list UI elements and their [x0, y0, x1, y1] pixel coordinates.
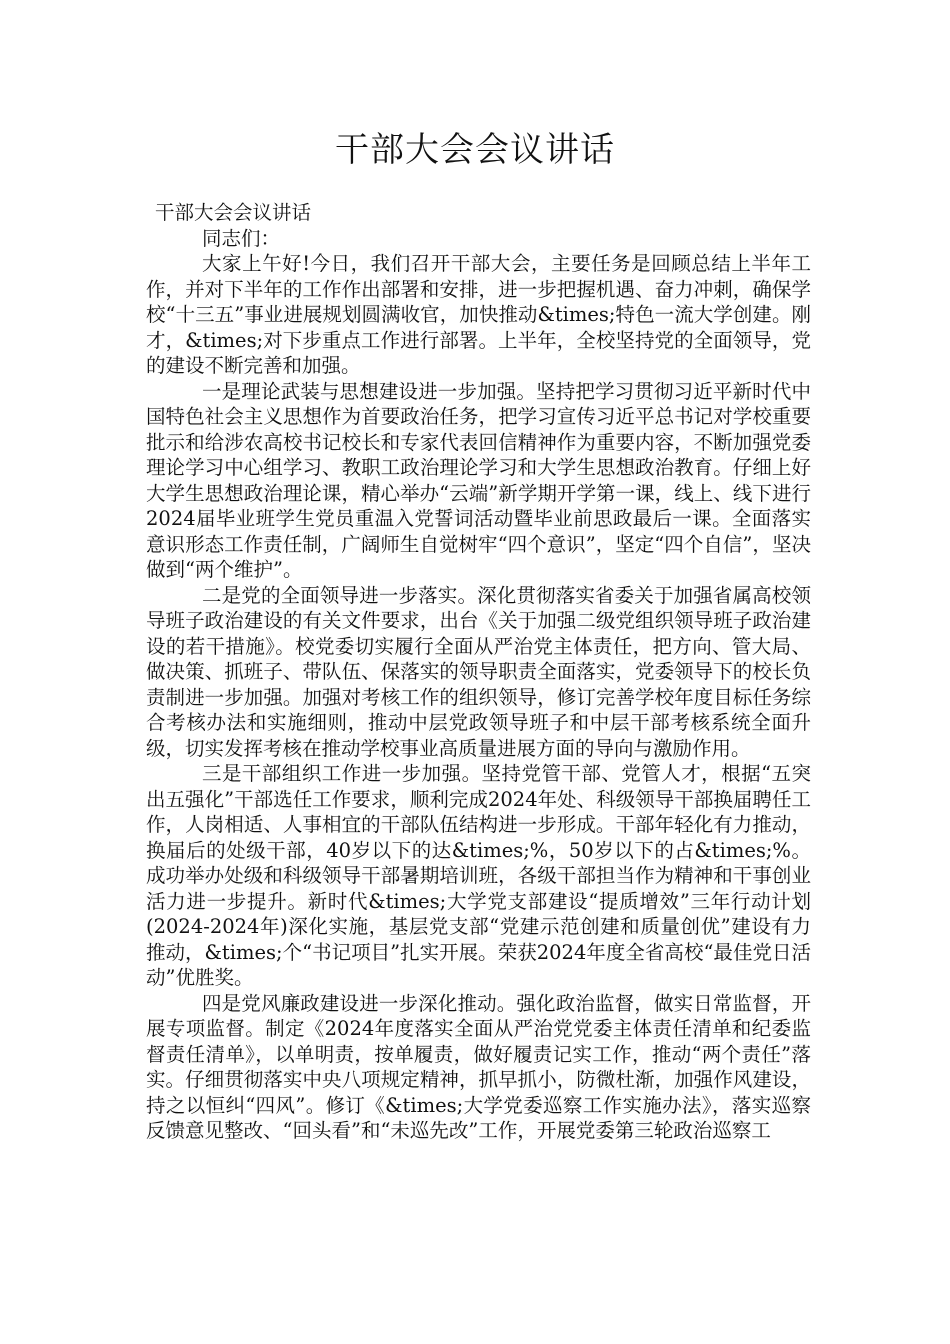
- paragraph-intro: 大家上午好!今日，我们召开干部大会，主要任务是回顾总结上半年工作，并对下半年的工作作出部署和安排，进一步把握机遇、奋力冲刺，确保学校“十三五”事业进展规划圆满收官，加快推动&times;特色一流大学创建。刚才，&times;对下步重点工作进行部署。上半年，全校坚持党的全面领导，党的建设不断完善和加强。: [146, 252, 811, 377]
- paragraph-integrity: 四是党风廉政建设进一步深化推动。强化政治监督，做实日常监督，开展专项监督。制定《2024年度落实全面从严治党党委主体责任清单和纪委监督责任清单》，以单明责，按单履责，做好履责记实工作，推动“两个责任”落实。仔细贯彻落实中央八项规定精神，抓早抓小，防微杜渐，加强作风建设，持之以恒纠“四风”。修订《&times;大学党委巡察工作实施办法》，落实巡察反馈意见整改、“回头看”和“未巡先改”工作，开展党委第三轮政治巡察工: [146, 991, 811, 1142]
- document-subtitle: 干部大会会议讲话: [155, 201, 312, 224]
- paragraph-leadership: 二是党的全面领导进一步落实。深化贯彻落实省委关于加强省属高校领导班子政治建设的有关文件要求，出台《关于加强二级党组织领导班子政治建设的若干措施》。校党委切实履行全面从严治党主体责任，把方向、管大局、做决策、抓班子、带队伍、保落实的领导职责全面落实，党委领导下的校长负责制进一步加强。加强对考核工作的组织领导，修订完善学校年度目标任务综合考核办法和实施细则，推动中层党政领导班子和中层干部考核系统全面升级，切实发挥考核在推动学校事业高质量进展方面的导向与激励作用。: [146, 583, 811, 760]
- paragraph-cadre: 三是干部组织工作进一步加强。坚持党管干部、党管人才，根据“五突出五强化”干部选任工作要求，顺利完成2024年处、科级领导干部换届聘任工作，人岗相适、人事相宜的干部队伍结构进一步形成。干部年轻化有力推动，换届后的处级干部，40岁以下的达&times;%，50岁以下的占&times;%。成功举办处级和科级领导干部暑期培训班，各级干部担当作为精神和干事创业活力进一步提升。新时代&times;大学党支部建设“提质增效”三年行动计划(2024-2024年)深化实施，基层党支部“党建示范创建和质量创优”建设有力推动，&times;个“书记项目”扎实开展。荣获2024年度全省高校“最佳党日活动”优胜奖。: [146, 762, 811, 989]
- greeting: 同志们：: [202, 226, 281, 250]
- paragraph-theory: 一是理论武装与思想建设进一步加强。坚持把学习贯彻习近平新时代中国特色社会主义思想作为首要政治任务，把学习宣传习近平总书记对学校重要批示和给涉农高校书记校长和专家代表回信精神作为重要内容，不断加强党委理论学习中心组学习、教职工政治理论学习和大学生思想政治教育。仔细上好大学生思想政治理论课，精心举办“云端”新学期开学第一课，线上、线下进行2024届毕业班学生党员重温入党誓词活动暨毕业前思政最后一课。全面落实意识形态工作责任制，广阔师生自觉树牢“四个意识”，坚定“四个自信”，坚决做到“两个维护”。: [146, 379, 811, 581]
- document-body: [146, 200, 811, 1144]
- document-title: 干部大会会议讲话: [335, 130, 615, 170]
